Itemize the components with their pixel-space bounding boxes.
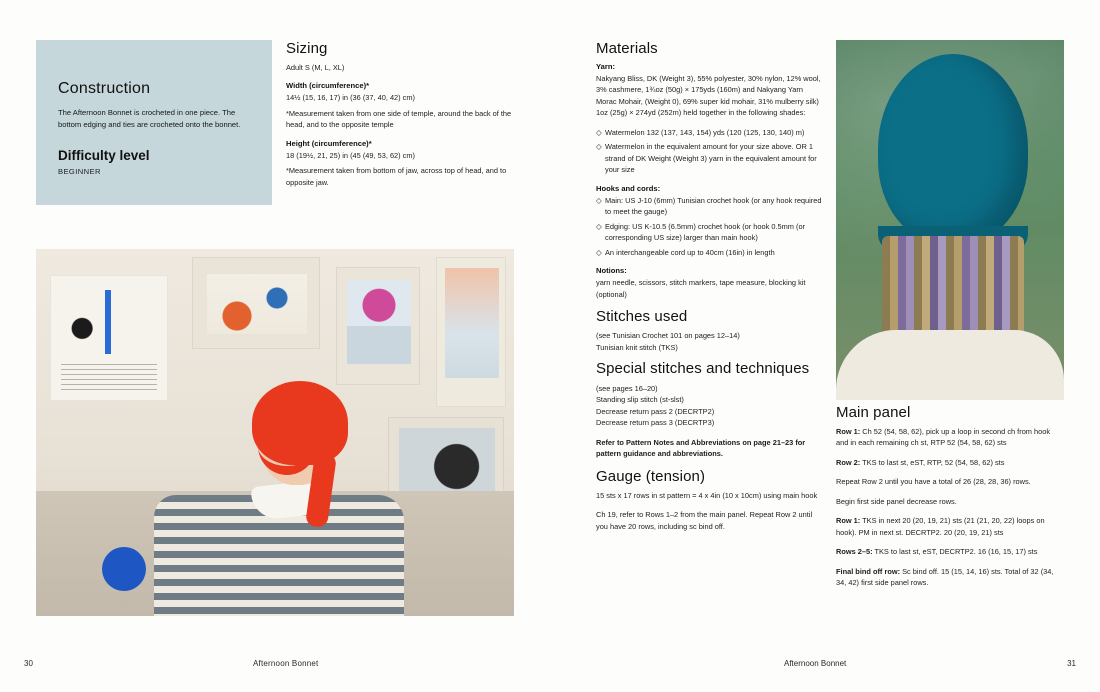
pattern-row: [836, 496, 1058, 507]
sizing-sizes: Adult S (M, L, XL): [286, 63, 345, 72]
row-label: Final bind off row:: [836, 566, 901, 576]
list-item: [596, 141, 824, 175]
page-number-left: 30: [24, 659, 33, 668]
construction-title: Construction: [58, 80, 151, 97]
diamond-icon: ◇: [596, 142, 602, 152]
model-figure: [132, 345, 432, 616]
list-item: [596, 221, 824, 244]
footer-title-right: Afternoon Bonnet: [784, 659, 847, 668]
row-text: TKS to last st, eST, DECRTP2. 16 (16, 15, 17) sts: [872, 547, 1038, 557]
pattern-row: [836, 426, 1058, 449]
pattern-row: [836, 546, 1058, 557]
diamond-icon: ◇: [596, 247, 602, 257]
shade-text: Watermelon in the equivalent amount for your size above. OR 1 strand of DK Weight (Weight 3) yarn in the equivalent amount for your size: [605, 142, 817, 175]
row-label: Row 1:: [836, 427, 861, 436]
materials-column: [596, 40, 824, 540]
width-label: Width (circumference)*: [286, 81, 370, 91]
diamond-icon: ◇: [596, 127, 602, 137]
gauge-note: Ch 19, refer to Rows 1–2 from the main panel. Repeat Row 2 until you have 20 rows, including sc bind off.: [596, 510, 813, 531]
difficulty-level-title: Difficulty level: [58, 147, 150, 163]
stitches-used-body: Tunisian knit stitch (TKS): [596, 342, 678, 352]
row-text: TKS in next 20 (20, 19, 21) sts (21 (21, 20, 22) loops on hook). PM in next st. DECRTP2. 20 (20, 19, 21) sts: [836, 516, 1045, 537]
width-value: 14½ (15, 16, 17) in (36 (37, 40, 42) cm): [286, 93, 415, 103]
wall-poster: [436, 257, 506, 407]
main-panel-title: Main panel: [836, 404, 911, 421]
model-photo-back: [836, 40, 1064, 400]
footer-title-left: Afternoon Bonnet: [253, 659, 319, 668]
shade-text: Watermelon 132 (137, 143, 154) yds (120 (125, 130, 140) m): [605, 127, 805, 137]
special-stitch-item: Decrease return pass 2 (DECRTP2): [596, 406, 715, 416]
height-value: 18 (19½, 21, 25) in (45 (49, 53, 62) cm): [286, 150, 415, 160]
row-text: Ch 52 (54, 58, 62), pick up a loop in second ch from hook and in each remaining ch st, RTP 52 (54, 58, 62) sts: [836, 427, 1051, 448]
diamond-icon: ◇: [596, 195, 602, 205]
width-note: *Measurement taken from one side of temple, around the back of the head, and to the opposite temple: [286, 108, 512, 130]
hook-text: Main: US J-10 (6mm) Tunisian crochet hook (or any hook required to meet the gauge): [605, 195, 822, 217]
stitches-used-note: (see Tunisian Crochet 101 on pages 12–14): [596, 331, 740, 341]
row-text: TKS to last st, eST, RTP, 52 (54, 58, 62) sts: [860, 457, 1005, 467]
difficulty-level-value: BEGINNER: [58, 166, 101, 176]
wall-poster: [192, 257, 320, 349]
model-photo-front: [36, 249, 514, 616]
height-note: *Measurement taken from bottom of jaw, across top of head, and to opposite jaw.: [286, 166, 507, 187]
row-label: Rows 2–5:: [836, 547, 873, 557]
stitches-used-title: Stitches used: [596, 308, 688, 326]
hook-text: An interchangeable cord up to 40cm (16in) in length: [605, 247, 775, 257]
pattern-row: [836, 476, 1058, 487]
gauge-title: Gauge (tension): [596, 467, 706, 485]
page-number-right: 31: [1067, 659, 1076, 668]
height-label: Height (circumference)*: [286, 138, 372, 148]
list-item: [596, 247, 824, 258]
special-stitch-item: Decrease return pass 3 (DECRTP3): [596, 418, 715, 428]
hooks-label: Hooks and cords:: [596, 183, 661, 193]
list-item: [596, 127, 824, 138]
row-label: Row 1:: [836, 516, 861, 526]
special-stitch-item: Standing slip stitch (st-slst): [596, 395, 684, 405]
row-text: Repeat Row 2 until you have a total of 26 (28, 28, 36) rows.: [836, 477, 1031, 487]
yarn-shades-list: [596, 127, 824, 176]
pattern-row: [836, 457, 1058, 468]
hook-text: Edging: US K-10.5 (6.5mm) crochet hook (or hook 0.5mm (or corresponding US size) larger than main hook): [605, 221, 806, 243]
yarn-body: Nakyang Bliss, DK (Weight 3), 55% polyester, 30% nylon, 12% wool, 3% cashmere, 1¾oz (50g) × 175yds (160m) and Nakyang Yarn Morac Mohair, (Weight 0), 69% super kid mohair, 31% mulberry silk) 1oz (25g) × 274yd (252m) held together in the following shades:: [596, 74, 821, 118]
construction-callout: [36, 40, 272, 205]
sizing-column: [286, 40, 514, 196]
special-stitches-note: (see pages 16–20): [596, 383, 658, 393]
row-text: Begin first side panel decrease rows.: [836, 496, 957, 506]
diamond-icon: ◇: [596, 221, 602, 231]
sizing-title: Sizing: [286, 40, 328, 57]
materials-title: Materials: [596, 40, 658, 57]
list-item: [596, 195, 824, 218]
refer-note: Refer to Pattern Notes and Abbreviations on page 21–23 for pattern guidance and abbreviations.: [596, 437, 806, 459]
yarn-label: Yarn:: [596, 62, 615, 71]
hooks-list: [596, 195, 824, 258]
pattern-row: [836, 515, 1058, 538]
notions-body: yarn needle, scissors, stitch markers, tape measure, blocking kit (optional): [596, 278, 806, 299]
main-panel-column: [836, 404, 1058, 597]
gauge-body: 15 sts x 17 rows in st pattern = 4 x 4in (10 x 10cm) using main hook: [596, 490, 818, 500]
row-label: Row 2:: [836, 457, 861, 467]
notions-label: Notions:: [596, 266, 627, 276]
special-stitches-title: Special stitches and techniques: [596, 359, 810, 377]
construction-body: The Afternoon Bonnet is crocheted in one piece. The bottom edging and ties are crocheted onto the bonnet.: [58, 108, 241, 130]
row-text: Sc bind off. 15 (15, 14, 16) sts. Total of 32 (34, 34, 42) first side panel rows.: [836, 566, 1054, 588]
pattern-row: [836, 566, 1058, 589]
teal-bonnet: [878, 54, 1028, 244]
right-page: [550, 0, 1100, 692]
white-garment: [836, 330, 1064, 400]
